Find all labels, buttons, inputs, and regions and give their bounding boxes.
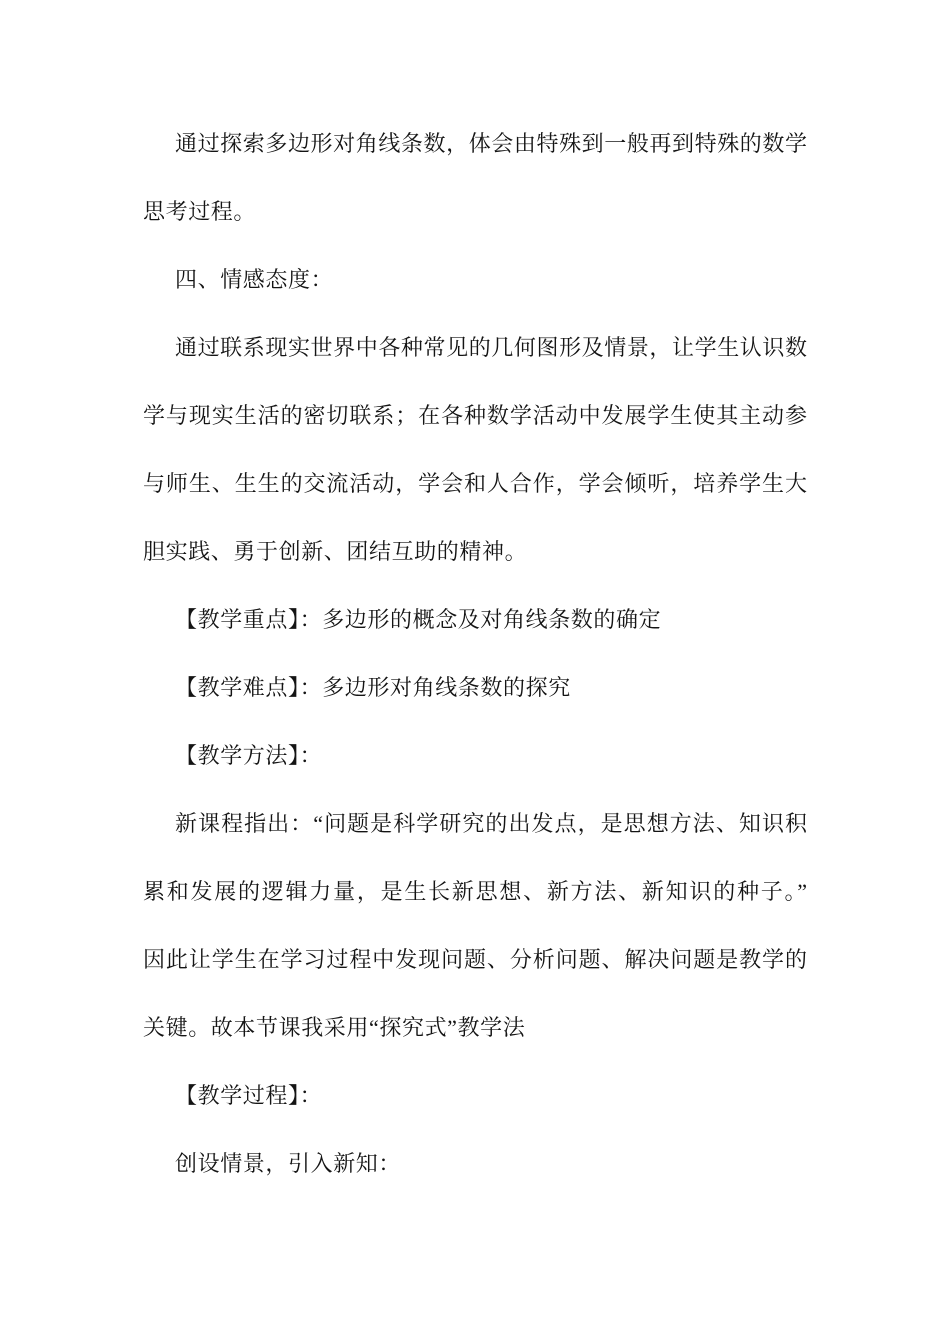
text-line: 关键。故本节课我采用“探究式”教学法: [143, 1015, 526, 1040]
document-text-block: [143, 110, 807, 1198]
text-line: 与师生、生生的交流活动，学会和人合作，学会倾听，培养学生大: [143, 471, 807, 496]
text-line: 学与现实生活的密切联系；在各种数学活动中发展学生使其主动参: [143, 403, 807, 428]
text-line: 【教学过程】：: [175, 1083, 323, 1108]
text-line: 【教学重点】：多边形的概念及对角线条数的确定: [175, 607, 662, 632]
text-line: 累和发展的逻辑力量，是生长新思想、新方法、新知识的种子。”: [143, 879, 807, 904]
text-line: 【教学难点】：多边形对角线条数的探究: [175, 675, 571, 700]
text-line: 思考过程。: [143, 199, 257, 224]
text-line: 四、情感态度：: [175, 267, 334, 292]
text-line: 通过探索多边形对角线条数，体会由特殊到一般再到特殊的数学: [175, 131, 807, 156]
text-line: 通过联系现实世界中各种常见的几何图形及情景，让学生认识数: [175, 335, 807, 360]
text-line: 【教学方法】：: [175, 743, 323, 768]
text-line: 新课程指出：“问题是科学研究的出发点，是思想方法、知识积: [175, 811, 807, 836]
text-line: 胆实践、勇于创新、团结互助的精神。: [143, 539, 528, 564]
text-line: 创设情景，引入新知：: [175, 1151, 402, 1176]
text-line: 因此让学生在学习过程中发现问题、分析问题、解决问题是教学的: [143, 947, 807, 972]
